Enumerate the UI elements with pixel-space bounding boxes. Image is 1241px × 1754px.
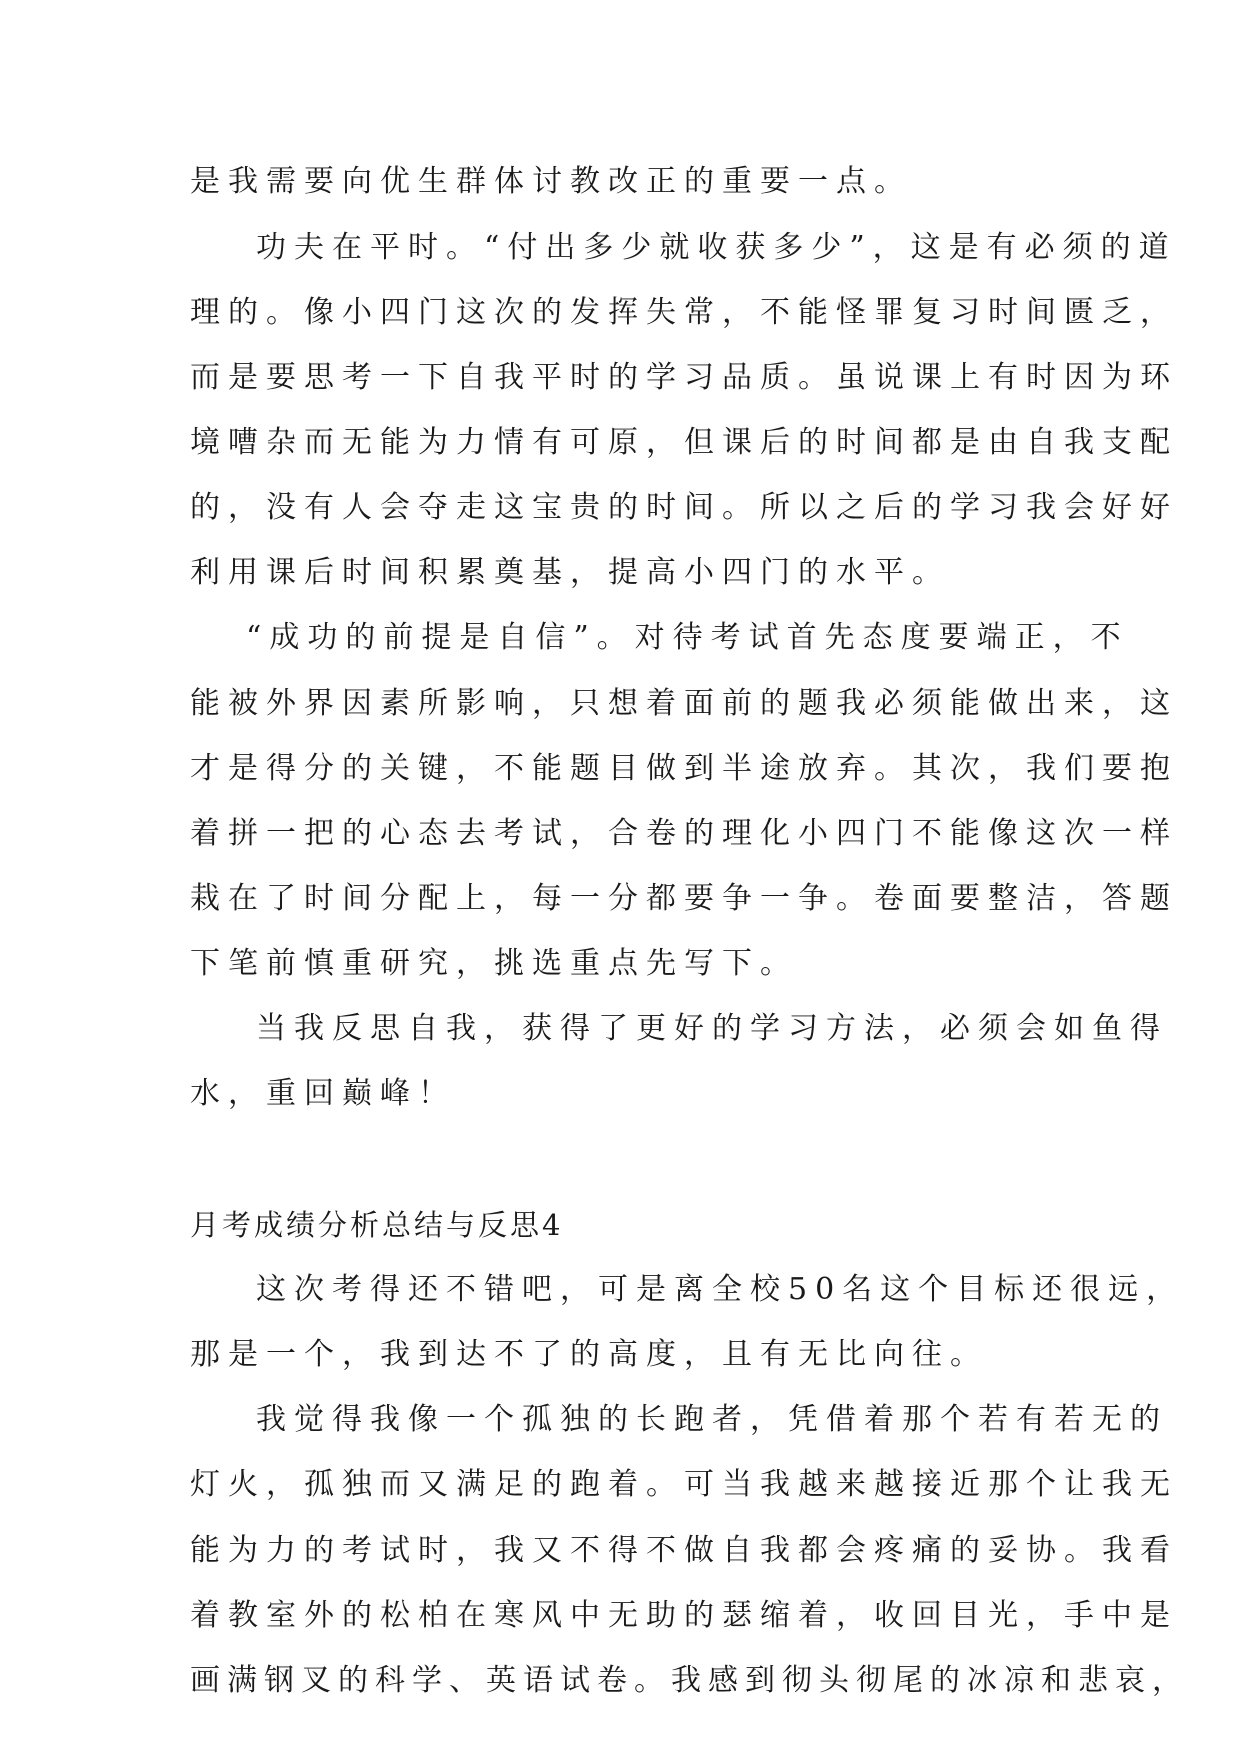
paragraph-line: 而是要思考一下自我平时的学习品质。虽说课上有时因为环 [190,360,1178,395]
paragraph-line: 功夫在平时。“付出多少就收获多少”，这是有必须的道 [256,230,1177,265]
paragraph-line: 才是得分的关键，不能题目做到半途放弃。其次，我们要抱 [190,751,1178,786]
paragraph-line: 能被外界因素所影响，只想着面前的题我必须能做出来，这 [190,686,1178,721]
paragraph-line: 能为力的考试时，我又不得不做自我都会疼痛的妥协。我看 [190,1533,1178,1568]
paragraph-line: 我觉得我像一个孤独的长跑者，凭借着那个若有若无的 [256,1402,1168,1437]
paragraph-line: 灯火，孤独而又满足的跑着。可当我越来越接近那个让我无 [190,1467,1178,1502]
paragraph-line: 的，没有人会夺走这宝贵的时间。所以之后的学习我会好好 [190,490,1178,525]
paragraph-line: 栽在了时间分配上，每一分都要争一争。卷面要整洁，答题 [190,881,1178,916]
paragraph-line: 下笔前慎重研究，挑选重点先写下。 [190,946,798,981]
paragraph-line: 当我反思自我，获得了更好的学习方法，必须会如鱼得 [256,1011,1168,1046]
paragraph-line: 那是一个，我到达不了的高度，且有无比向往。 [190,1337,988,1372]
paragraph-line: 着拼一把的心态去考试，合卷的理化小四门不能像这次一样 [190,816,1178,851]
paragraph-line: 这次考得还不错吧，可是离全校50名这个目标还很远， [256,1272,1185,1307]
paragraph-line: 是我需要向优生群体讨教改正的重要一点。 [190,164,912,199]
paragraph-line: “成功的前提是自信”。对待考试首先态度要端正，不 [246,620,1129,655]
paragraph-line: 理的。像小四门这次的发挥失常，不能怪罪复习时间匮乏， [190,295,1178,330]
section-heading: 月考成绩分析总结与反思4 [190,1208,564,1242]
paragraph-line: 利用课后时间积累奠基，提高小四门的水平。 [190,555,950,590]
paragraph-line: 画满钢叉的科学、英语试卷。我感到彻头彻尾的冰凉和悲哀， [190,1663,1189,1698]
paragraph-line: 境嘈杂而无能为力情有可原，但课后的时间都是由自我支配 [190,425,1178,460]
paragraph-line: 着教室外的松柏在寒风中无助的瑟缩着，收回目光，手中是 [190,1598,1178,1633]
paragraph-line: 水，重回巅峰！ [190,1076,456,1111]
